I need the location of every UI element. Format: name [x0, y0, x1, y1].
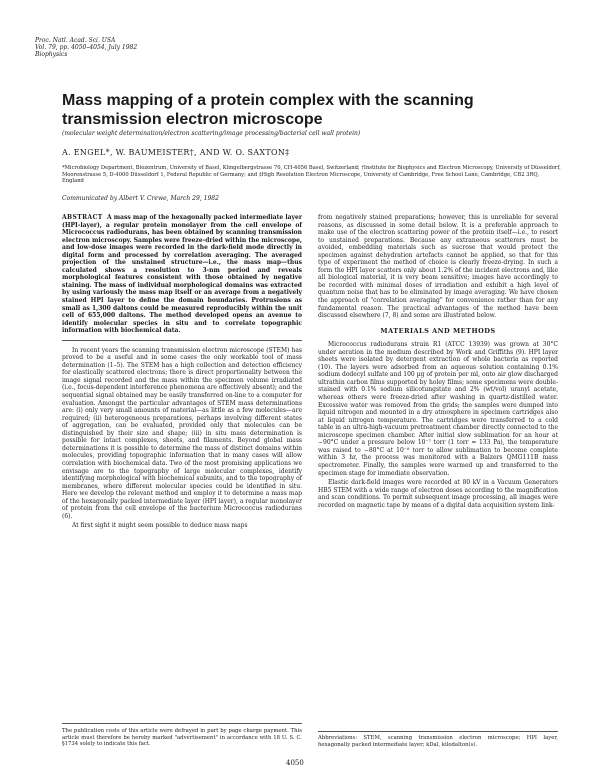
- keywords: (molecular weight determination/electron scattering/image processing/bacterial cell wall protein): [62, 130, 361, 137]
- affiliations: *Microbiology Department, Biozentrum, University of Basel, Klingelbergstrasse 70, CH-4056 Basel, Switzerland; †Institute for Biophysics and Electron Microscopy, University of Düsseldorf, Moorenstrasse 5, D-4000 Düsseldorf 1, Federal Republic of Germany; and ‡High Resolution Electron Microscope, University of Cambridge, Free School Lane, Cambridge, CB2 3RQ, England: [62, 165, 561, 184]
- methods-paragraph: Elastic dark-field images were recorded at 80 kV in a Vacuum Generators HB5 STEM with a wide range of electron doses according to the magnification and scan conditions. To permit subsequent image processing, all images were recorded on magnetic tape by means of a digital data acquisition system link-: [318, 479, 558, 509]
- communicated-by: Communicated by Albert V. Crewe, March 29, 1982: [62, 195, 219, 202]
- methods-heading: MATERIALS AND METHODS: [380, 326, 496, 335]
- journal-name: Proc. Natl. Acad. Sci. USA: [35, 37, 116, 44]
- abstract: [62, 214, 302, 341]
- body-paragraph: At first sight it might seem possible to deduce mass maps: [72, 522, 248, 530]
- footnote-abbreviations: Abbreviations: STEM, scanning transmission electron microscope; HPI layer, hexagonally packed intermediate layer; kDal, kilodalton(s).: [318, 731, 558, 748]
- authors: A. ENGEL*, W. BAUMEISTER†, AND W. O. SAXTON‡: [62, 148, 290, 157]
- body-paragraph: from negatively stained preparations; however, this is unreliable for several reasons, as discussed in some detail below. It is a preferable approach to make use of the electron scattering power of the protein itself—i.e., to resort to unstained preparations. Because any extraneous scatterers must be avoided, embedding materials such as sucrose that would protect the specimen against dehydration artefacts cannot be applied, so that for this type of experiment the method of choice is clearly freeze-drying. In such a form the HPI layer scatters only about 1.2% of the incident electrons and, like all biological material, it is very beam sensitive; images have accordingly to be recorded with minimal doses of irradiation and exhibit a high level of quantum noise that has to be eliminated by image averaging. We have chosen the approach of "correlation averaging" for convenience rather than for any fundamental reason. The practical advantages of the method have been discussed elsewhere (7, 8) and some are illustrated below.: [318, 214, 558, 320]
- journal-header: [35, 37, 137, 58]
- footnote-publication-costs: The publication costs of this article were defrayed in part by page charge payment. This article must therefore be hereby marked "advertisement" in accordance with 18 U. S. C. §1734 solely to indicate this fact.: [62, 723, 302, 748]
- journal-volume: Vol. 79, pp. 4050–4054, July 1982: [35, 44, 138, 51]
- abstract-text: A mass map of the hexagonally packed intermediate layer (HPI-layer), a regular protein monolayer from the cell envelope of Micrococcus radiodurans, has been obtained by scanning transmission electron microscopy. Samples were freeze-dried within the microscope, and low-dose images were recorded in the dark-field mode directly in digital form and processed by correlation averaging. The averaged projection of the unstained structure—i.e., the mass map—thus calculated shows a resolution to 3-nm period and reveals morphological features consistent with those obtained by negative staining. The mass of individual morphological domains was extracted by using variously the mass map itself or an average from a negatively stained HPI layer to define the domain boundaries. Protrusions as small as 1,300 daltons could be measured reproducibly within the unit cell of 655,000 daltons. The method developed opens an avenue to identify molecular species in situ and to correlate topographic information with biochemical data.: [62, 214, 302, 335]
- methods-paragraph: Micrococcus radiodurans strain R1 (ATCC 13939) was grown at 30°C under aeration in the medium described by Work and Griffiths (9). HPI layer sheets were isolated by detergent extraction of whole bacteria as reported (10). The layers were adsorbed from an aqueous solution containing 0.1% sodium dodecyl sulfate and 100 µg of protein per ml, onto air glow discharged ultrathin carbon films supported by holey films; some specimens were double-stained with 0.1% sodium silicotungstate and 2% (wt/vol) uranyl acetate, whereas others were freeze-dried after washing in quartz-distilled water. Excessive water was removed from the grids; the samples were dumped into liquid nitrogen and mounted in a dry atmosphere in specimen cartridges also at liquid nitrogen temperature. The cartridges were transferred to a cold table in an ultra-high-vacuum pretreatment chamber directly connected to the microscope specimen chamber. After initial slow sublimation for an hour at −90°C under a pressure below 10⁻⁷ torr (1 torr = 133 Pa), the temperature was raised to −80°C at 10⁻⁸ torr to allow sublimation to become complete within 3 hr, the process was monitored with a Balzers QMG111B mass spectrometer. Finally, the samples were warmed up and transferred to the specimen stage for immediate observation.: [318, 341, 558, 477]
- page-number: 4050: [286, 759, 304, 767]
- left-column: [62, 214, 302, 532]
- right-column: [318, 214, 558, 511]
- body-paragraph: In recent years the scanning transmission electron microscope (STEM) has proved to be a useful and in some cases the only workable tool of mass determination (1–5). The STEM has a high collection and detection efficiency for elastically scattered electrons; there is direct proportionality between the image signal recorded and the mass within the specimen volume irradiated (i.e., focus-dependent interference phenomena are effectively absent); and the sequential signal obtained may be easily transferred on-line to a computer for evaluation. Amongst the particular advantages of STEM mass determinations are: (i) only very small amounts of material—as little as a few molecules—are required; (ii) heterogeneous preparations, perhaps involving different states of aggregation, can be evaluated, provided only that molecules can be distinguished by their size and shape; (iii) in situ mass determination is possible for intact complexes, sheets, and filaments. Beyond global mass determinations it is possible to determine the mass of distinct domains within molecules, providing topographic information that in many cases will allow correlation with biochemical data. Two of the most promising applications we envisage are to the topography of large molecular complexes, identify identifying morphological with biochemical subunits, and to the topography of membranes, where different molecular species could be identified in situ. Here we develop the relevant method and employ it to determine a mass map of the hexagonally packed intermediate layer (HPI layer), a regular monolayer of protein from the cell envelope of the bacterium Micrococcus radiodurans (6).: [62, 346, 302, 520]
- abstract-label: ABSTRACT: [62, 214, 103, 221]
- article-title: Mass mapping of a protein complex with the scanning transmission electron microscope: [62, 92, 474, 128]
- journal-section: Biophysics: [35, 51, 68, 58]
